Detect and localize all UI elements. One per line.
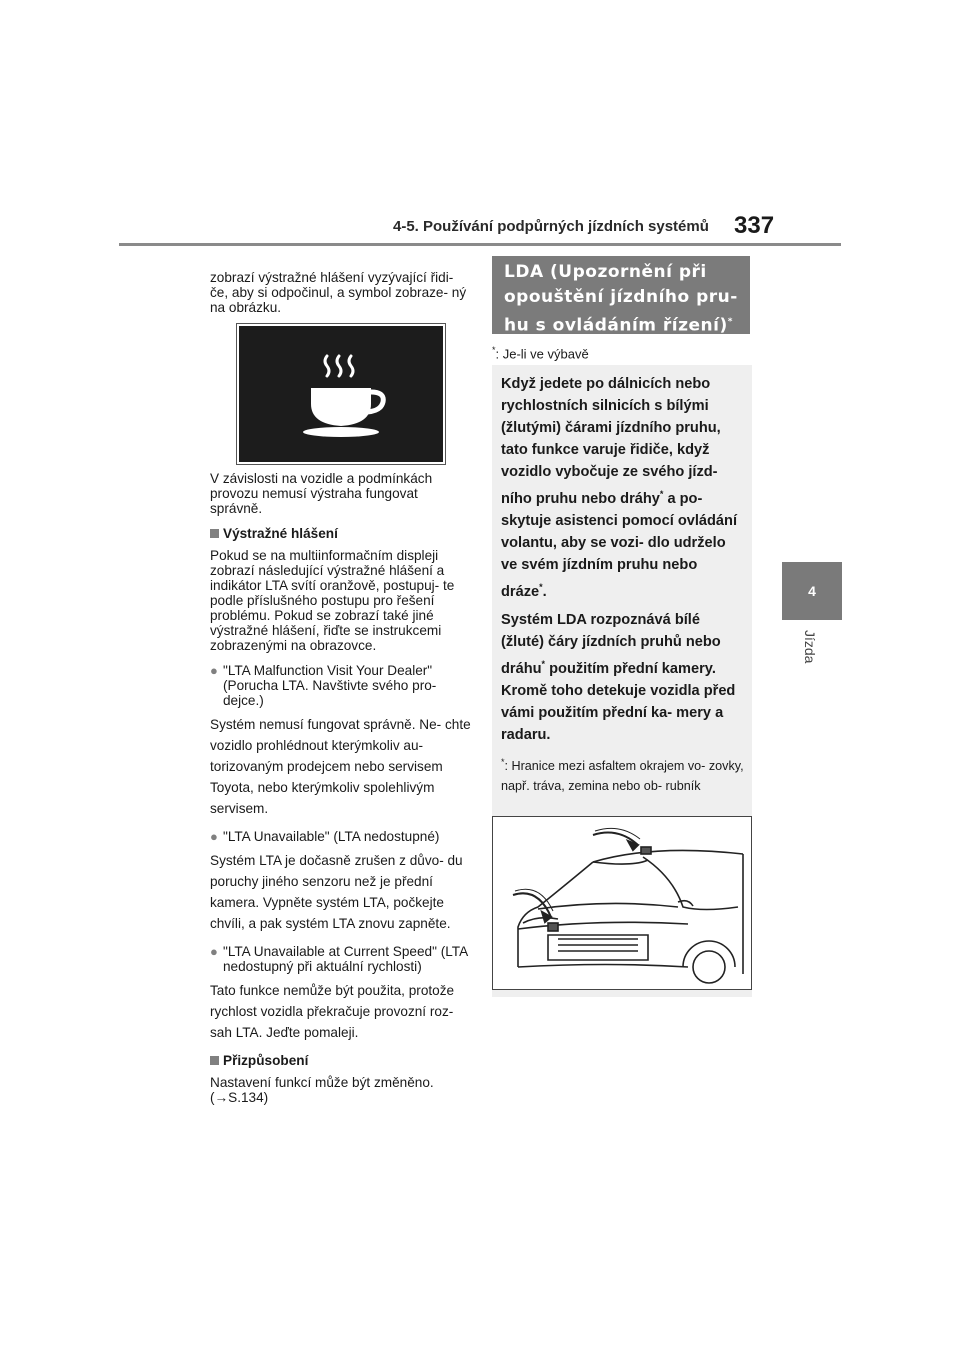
header-divider <box>119 243 841 246</box>
chapter-number: 4 <box>808 583 816 599</box>
coffee-cup-icon <box>239 326 443 462</box>
page-reference-link[interactable]: (→S.134) <box>210 1090 269 1105</box>
list-item-body: Systém nemusí fungovat správně. Ne- chte vozidlo prohlédnout kterýmkoliv au- torizovaným prodejcem nebo servisem Toyota, nebo kterýmkoliv spolehlivým servisem. <box>210 717 471 816</box>
lda-boundary-note: *: Hranice mezi asfaltem okrajem vo- zovky, např. tráva, zemina nebo ob- rubník <box>501 756 744 793</box>
circle-bullet-icon: ● <box>210 829 218 844</box>
page-number: 337 <box>734 212 775 239</box>
list-item: ● "LTA Malfunction Visit Your Dealer" (Porucha LTA. Navštivte svého pro- dejce.) <box>210 663 437 708</box>
warning-section-heading: Výstražné hlášení <box>210 526 472 542</box>
list-item-body: Systém LTA je dočasně zrušen z důvo- du poruchy jiného senzoru než je přední kamera. Vypněte systém LTA, počkejte chvíli, a pak systém LTA znovu zapněte. <box>210 853 463 931</box>
running-header: 4-5. Používání podpůrných jízdních systémů <box>393 218 709 235</box>
list-item-body: Tato funkce nemůže být použita, protože rychlost vozidla překračuje provozní roz- sah LTA. Jeďte pomaleji. <box>210 983 455 1040</box>
square-bullet-icon <box>210 529 219 538</box>
equipment-footnote: *: Je-li ve výbavě <box>492 345 589 362</box>
list-item: ● "LTA Unavailable" (LTA nedostupné) <box>210 829 440 844</box>
list-item: ● "LTA Unavailable at Current Speed" (LTA nedostupný při aktuální rychlosti) <box>210 944 468 974</box>
lda-detection-paragraph: Systém LDA rozpoznává bílé (žluté) čáry jízdních pruhů nebo dráhu* použitím přední kamery. Kromě toho detekuje vozidla před vámi použitím přední ka- mery a radaru. <box>501 611 736 743</box>
warning-section-body: Pokud se na multiinformačním displeji zobrazí následující výstražné hlášení a indikátor LTA svítí oranžově, postupuj- te podle příslušného postupu pro řešení problému. Pokud se zobrazí také jiné výstražné hlášení, řiďte se instrukcemi zobrazenými na obrazovce. <box>210 548 455 653</box>
customization-body: Nastavení funkcí může být změněno. (→S.134) <box>210 1075 434 1105</box>
intro-text: zobrazí výstražné hlášení vyzývající řidi- če, aby si odpočinul, a symbol zobraze- ný na obrázku. <box>210 270 467 315</box>
customization-heading: Přizpůsobení <box>210 1053 472 1069</box>
chapter-tab <box>782 562 842 620</box>
warning-reliability-text: V závislosti na vozidle a podmínkách provozu nemusí výstraha fungovat správně. <box>210 471 433 516</box>
square-bullet-icon <box>210 1056 219 1065</box>
left-column <box>210 270 472 1105</box>
lda-section-title: LDA (Upozornění při opouštění jízdního pru- hu s ovládáním řízení)* <box>492 256 750 334</box>
coffee-cup-image-frame <box>236 323 446 465</box>
circle-bullet-icon: ● <box>210 944 218 959</box>
lda-description-box <box>492 365 752 997</box>
chapter-label: Jízda <box>802 630 818 664</box>
circle-bullet-icon: ● <box>210 663 218 678</box>
lda-description-paragraph: Když jedete po dálnicích nebo rychlostních silnicích s bílými (žlutými) čárami jízdního pruhu, tato funkce varuje řidiče, když vozidlo vybočuje ze svého jízd- ního pruhu nebo dráhy* a po- skytuje asistenci pomocí ovládání volantu, aby se vozi- dlo udrželo ve svém jízdním pruhu nebo dráze*. <box>501 376 738 600</box>
vehicle-sensor-illustration <box>492 816 752 990</box>
